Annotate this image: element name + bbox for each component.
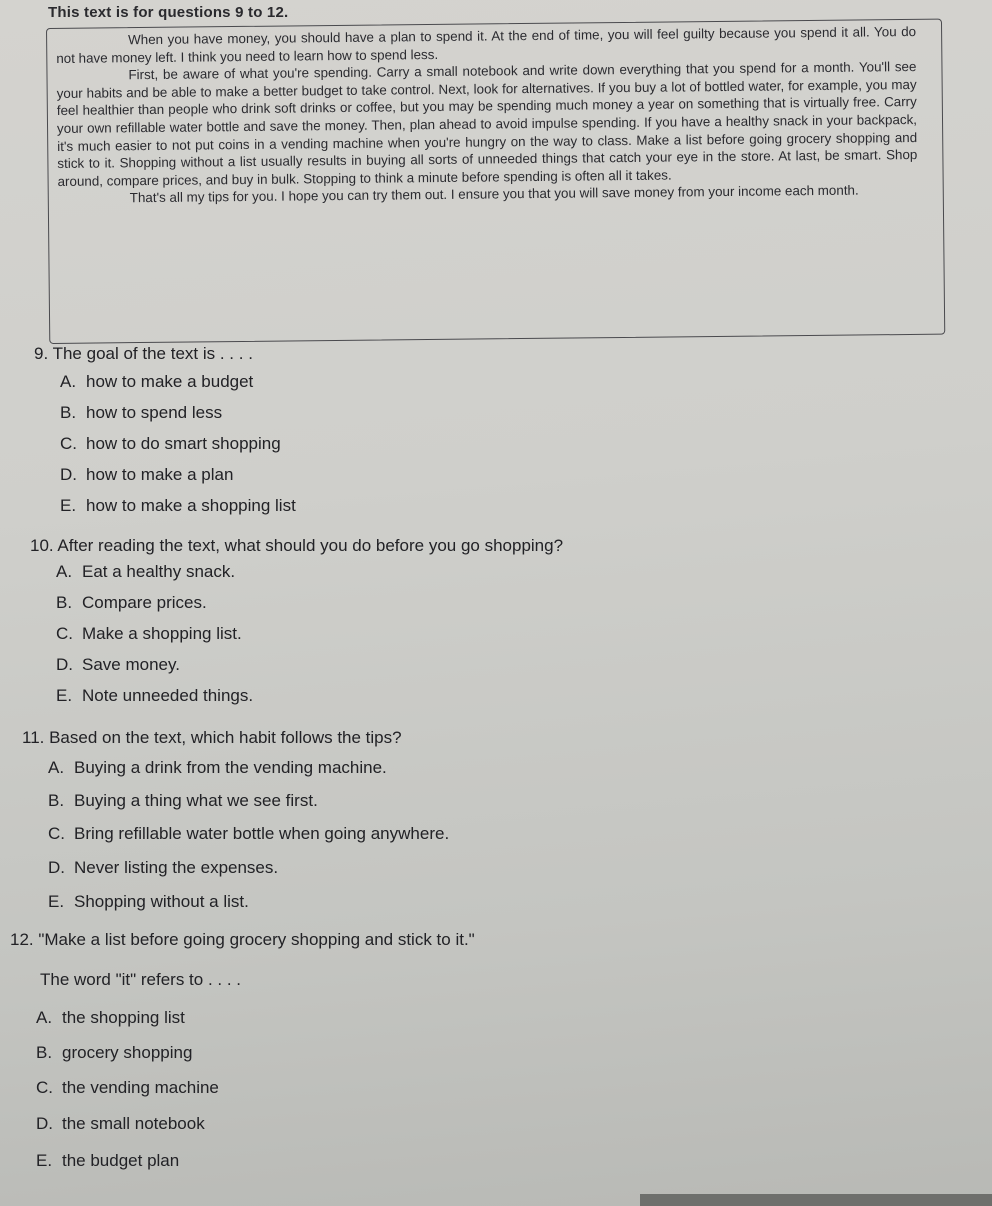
option-letter: E. — [36, 1151, 53, 1170]
q9-option-b[interactable] — [60, 403, 222, 423]
option-letter: C. — [56, 624, 73, 643]
option-letter: D. — [60, 465, 77, 484]
option-text: Note unneeded things. — [82, 686, 254, 705]
option-letter: D. — [56, 655, 73, 674]
page-edge-shadow — [640, 1194, 992, 1206]
q9-option-c[interactable] — [60, 434, 281, 454]
option-text: grocery shopping — [62, 1043, 193, 1062]
option-letter: E. — [60, 496, 77, 515]
option-text: the budget plan — [62, 1151, 180, 1170]
option-letter: C. — [60, 434, 77, 453]
q12-option-b[interactable] — [36, 1043, 192, 1063]
q10-option-e[interactable] — [56, 686, 253, 706]
option-letter: E. — [48, 892, 65, 911]
option-text: how to make a plan — [86, 465, 234, 484]
option-letter: B. — [36, 1043, 53, 1062]
q12-option-a[interactable] — [36, 1008, 185, 1028]
q11-option-c[interactable] — [48, 824, 449, 844]
option-text: Bring refillable water bottle when going anywhere. — [74, 824, 450, 843]
option-text: Compare prices. — [82, 593, 207, 612]
q11-option-e[interactable] — [48, 892, 249, 912]
option-text: how to make a budget — [86, 372, 254, 391]
option-letter: A. — [60, 372, 77, 391]
q10-option-b[interactable] — [56, 593, 207, 613]
option-text: the vending machine — [62, 1078, 219, 1097]
passage-paragraph-1: When you have money, you should have a plan to spend it. At the end of time, you will feel guilty because you spend it all. You do not have money left. I think you need to learn how to spend less. — [56, 23, 917, 66]
question-10-stem: 10. After reading the text, what should you do before you go shopping? — [30, 536, 564, 555]
reading-passage — [56, 23, 918, 208]
option-letter: B. — [48, 791, 65, 810]
option-text: how to make a shopping list — [86, 496, 296, 515]
option-letter: D. — [36, 1114, 53, 1133]
q10-option-c[interactable] — [56, 624, 242, 644]
q12-option-c[interactable] — [36, 1078, 219, 1098]
q11-option-a[interactable] — [48, 758, 387, 778]
passage-paragraph-3: That's all my tips for you. I hope you can try them out. I ensure you that you will save money from your income each month. — [129, 182, 859, 206]
option-letter: A. — [36, 1008, 53, 1027]
option-text: the shopping list — [62, 1008, 185, 1027]
section-header: This text is for questions 9 to 12. — [48, 4, 289, 21]
passage-paragraph-2: First, be aware of what you're spending. Carry a small notebook and write down everything that you spend for a month. You'll see your habits and be able to make a better budget to take control. Next, look for alternatives. If you buy a lot of bottled water, for example, you may feel healthier than people who drink soft drinks or coffee, but you may be spending much money a year on something that is virtually free. Carry your own refillable water bottle and save the money. Then, plan ahead to avoid impulse spending. If you have a healthy snack in your backpack, it's much easier to not put coins in a vending machine when you're hungry on the way to class. Make a list before going grocery shopping and stick to it. Shopping without a list usually results in buying all sorts of unneeded things that catch your eye in the store. At last, be smart. Shop around, compare prices, and buy in bulk. Stopping to think a minute before spending is often all it takes. — [56, 59, 918, 189]
option-letter: C. — [36, 1078, 53, 1097]
question-9-stem: 9. The goal of the text is . . . . — [34, 344, 253, 363]
option-letter: B. — [56, 593, 73, 612]
option-text: Eat a healthy snack. — [82, 562, 236, 581]
option-letter: C. — [48, 824, 65, 843]
option-text: Save money. — [82, 655, 180, 674]
q12-option-d[interactable] — [36, 1114, 205, 1134]
option-letter: D. — [48, 858, 65, 877]
option-text: Make a shopping list. — [82, 624, 242, 643]
option-text: Buying a drink from the vending machine. — [74, 758, 387, 777]
question-12-stem: 12. "Make a list before going grocery shopping and stick to it." — [10, 930, 475, 949]
option-text: Buying a thing what we see first. — [74, 791, 318, 810]
option-letter: E. — [56, 686, 73, 705]
option-text: how to do smart shopping — [86, 434, 281, 453]
q11-option-d[interactable] — [48, 858, 278, 878]
question-12-subprompt: The word "it" refers to . . . . — [40, 970, 242, 989]
q10-option-a[interactable] — [56, 562, 235, 582]
q9-option-e[interactable] — [60, 496, 296, 516]
q11-option-b[interactable] — [48, 791, 318, 811]
option-letter: A. — [48, 758, 65, 777]
option-letter: B. — [60, 403, 77, 422]
q9-option-a[interactable] — [60, 372, 253, 392]
option-letter: A. — [56, 562, 73, 581]
option-text: Never listing the expenses. — [74, 858, 279, 877]
question-11-stem: 11. Based on the text, which habit follows the tips? — [22, 728, 402, 747]
q10-option-d[interactable] — [56, 655, 180, 675]
option-text: the small notebook — [62, 1114, 205, 1133]
q9-option-d[interactable] — [60, 465, 233, 485]
option-text: Shopping without a list. — [74, 892, 249, 911]
q12-option-e[interactable] — [36, 1151, 179, 1171]
option-text: how to spend less — [86, 403, 223, 422]
